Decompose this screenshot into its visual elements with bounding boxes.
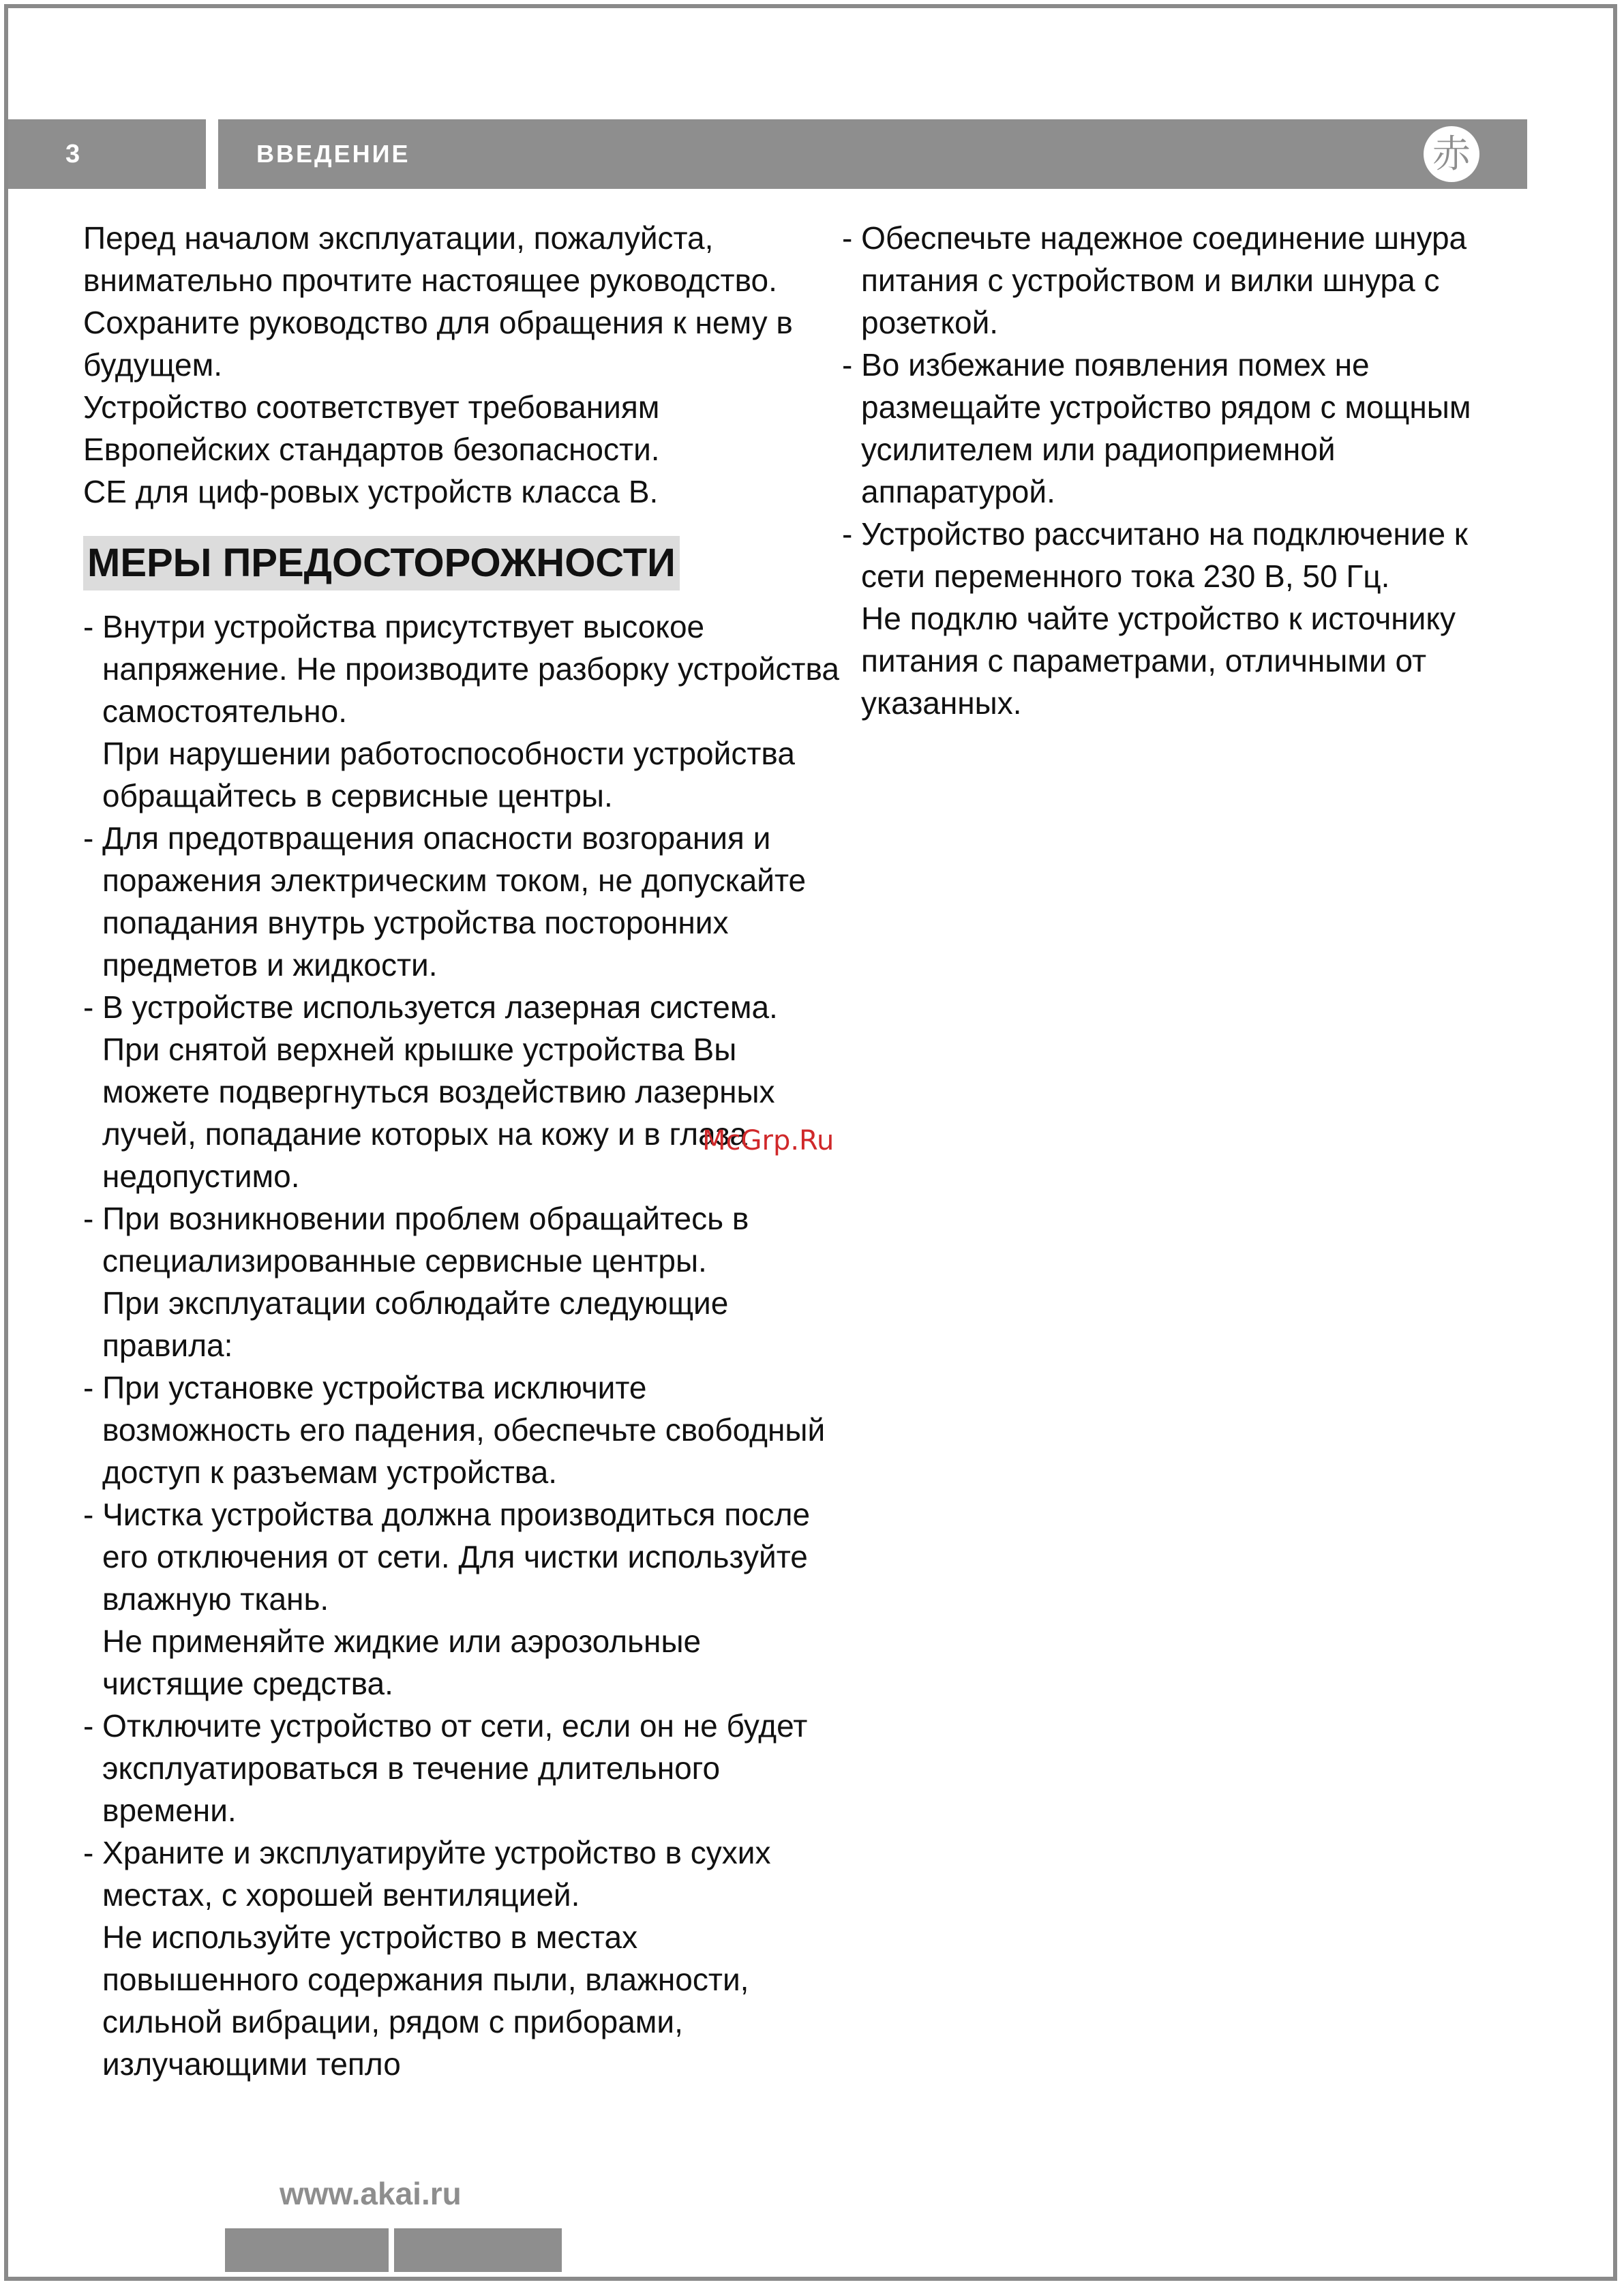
intro-paragraph-2: Сохраните руководство для обращения к нему в будущем.: [83, 305, 793, 383]
item-note: Не применяйте жидкие или аэрозольные чистящие средства.: [102, 1624, 702, 1701]
item-text: - Обеспечьте надежное соединение шнура питания с устройством и вилки шнура с розеткой.: [842, 220, 1467, 340]
list-item: [83, 1197, 840, 1366]
list-item: [83, 1493, 840, 1705]
item-text: - При установке устройства исключите возможность его падения, обеспечьте свободный доступ к разъемам устройства.: [83, 1370, 826, 1490]
list-item: [83, 1831, 840, 2085]
item-note: Не подклю чайте устройство к источнику питания с параметрами, отличными от указанных.: [861, 601, 1456, 721]
section-header: [218, 119, 1527, 189]
item-note: Не используйте устройство в местах повышенного содержания пыли, влажности, сильной вибрации, рядом с приборами, излучающими тепло: [102, 1919, 749, 2082]
intro-paragraph-3: Устройство соответствует требованиям Европейских стандартов безопасности.: [83, 389, 660, 467]
item-note: При эксплуатации соблюдайте следующие правила:: [102, 1285, 729, 1363]
item-text: - Устройство рассчитано на подключение к сети переменного тока 230 В, 50 Гц.: [842, 516, 1468, 594]
precautions-heading: МЕРЫ ПРЕДОСТОРОЖНОСТИ: [83, 536, 680, 590]
item-text: - Чистка устройства должна производиться после его отключения от сети. Для чистки используйте влажную ткань.: [83, 1497, 811, 1617]
list-item: [83, 1366, 840, 1493]
item-text: - В устройстве используется лазерная система. При снятой верхней крышке устройства Вы можете подвергнуться воздействию лазерных лучей, попадание которых на кожу и в глаза недопустимо.: [83, 989, 778, 1194]
list-item: [83, 986, 840, 1197]
item-text: - Внутри устройства присутствует высокое напряжение. Не производите разборку устройства самостоятельно.: [83, 609, 839, 729]
intro-paragraph-4: CE для циф-ровых устройств класса B.: [83, 474, 659, 509]
list-item: [842, 344, 1537, 513]
right-column: [842, 217, 1537, 724]
item-text: - Храните и эксплуатируйте устройство в сухих местах, с хорошей вентиляцией.: [83, 1835, 771, 1913]
list-item: [842, 217, 1537, 344]
footer-bar-left: [225, 2228, 389, 2272]
item-text: - Во избежание появления помех не размещайте устройство рядом с мощным усилителем или радиоприемной аппаратурой.: [842, 347, 1471, 509]
page-number: 3: [8, 119, 206, 189]
precautions-list-left: [83, 605, 840, 2085]
list-item: [83, 1705, 840, 1831]
intro-paragraph-1: Перед началом эксплуатации, пожалуйста, внимательно прочтите настоящее руководство.: [83, 220, 777, 298]
item-text: - При возникновении проблем обращайтесь в специализированные сервисные центры.: [83, 1201, 749, 1278]
akai-logo-icon: 赤: [1424, 126, 1479, 182]
section-title: ВВЕДЕНИЕ: [256, 140, 410, 168]
footer-bar-right: [394, 2228, 562, 2272]
list-item: [83, 817, 840, 986]
list-item: [842, 513, 1537, 724]
footer-url: www.akai.ru: [280, 2176, 462, 2211]
watermark: McGrp.Ru: [702, 1125, 834, 1156]
item-text: - Отключите устройство от сети, если он не будет эксплуатироваться в течение длительного времени.: [83, 1708, 808, 1828]
item-note: При нарушении работоспособности устройства обращайтесь в сервисные центры.: [102, 736, 795, 813]
item-text: - Для предотвращения опасности возгорания и поражения электрическим током, не допускайте попадания внутрь устройства посторонних предметов и жидкости.: [83, 820, 807, 983]
list-item: [83, 605, 840, 817]
